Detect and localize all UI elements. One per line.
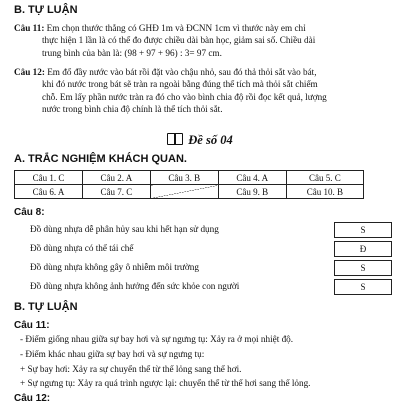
q12-line-1: Em đổ đầy nước vào bát rồi đặt vào chậu nhỏ, sau đó thả thỏi sắt vào bát, (44, 67, 317, 77)
question-11-paragraph (14, 22, 392, 59)
answer-line: + Sự ngưng tụ: Xảy ra quá trình ngược lại: chuyển thể từ thể hơi sang thể lỏng. (20, 378, 311, 388)
answer-box: S (334, 222, 392, 238)
statement-text: Đồ dùng nhựa không ảnh hưởng đến sức khỏe con người (30, 281, 240, 291)
q11-line-2: thực hiện 1 lần là có thể đo được chiều dài bàn học, giảm sai số. Chiều dài (42, 35, 316, 46)
true-false-row (30, 241, 367, 257)
table-cell: Câu 6. A (15, 185, 83, 199)
book-icon (167, 133, 183, 145)
table-cell: Câu 3. B (150, 171, 218, 185)
table-row (15, 171, 364, 185)
true-false-row (30, 260, 364, 276)
exam-title-text: Đề số 04 (188, 133, 233, 147)
table-cell-empty (150, 185, 218, 199)
table-row (15, 185, 364, 199)
q12-line-4: nước trong bình chia độ chính là thể tích thỏi sắt. (42, 104, 223, 115)
table-cell: Câu 10. B (286, 185, 363, 199)
q11-line-3: trung bình của bàn là: (98 + 97 + 96) : 3= 97 cm. (42, 47, 222, 58)
question-12-label: Câu 12: (14, 67, 45, 77)
true-false-row (30, 279, 364, 295)
answer-box: S (334, 260, 392, 276)
q12-line-2: khi đó nước trong bát sẽ tràn ra ngoài bằng đúng thể tích mà thỏi sắt chiếm (42, 79, 318, 90)
section-heading-essay: B. TỰ LUẬN (14, 4, 78, 16)
exam-title (0, 133, 400, 148)
answer-line: - Điểm khác nhau giữa sự bay hơi và sự ngưng tụ: (20, 349, 205, 359)
answer-line: - Điểm giống nhau giữa sự bay hơi và sự ngưng tụ: Xảy ra ở mọi nhiệt độ. (20, 334, 294, 344)
table-cell: Câu 7. C (82, 185, 150, 199)
table-cell: Câu 1. C (15, 171, 83, 185)
question-12-label-2: Câu 12: (14, 393, 51, 404)
q12-line-3: chỗ. Em lấy phần nước tràn ra đó cho vào bình chia độ rồi đọc kết quả, lượng (42, 91, 327, 102)
question-11-label-2: Câu 11: (14, 320, 50, 331)
answer-box: S (334, 279, 392, 295)
statement-text: Đồ dùng nhựa không gây ô nhiễm môi trường (30, 262, 199, 272)
answer-line: + Sự bay hơi: Xảy ra sự chuyển thể từ thể lỏng sang thể hơi. (20, 364, 242, 374)
q11-line-1: Em chọn thước thẳng có GHĐ 1m và ĐCNN 1cm vì thước này em chỉ (44, 23, 306, 33)
section-heading-multiple-choice: A. TRẮC NGHIỆM KHÁCH QUAN. (14, 153, 187, 165)
table-cell: Câu 9. B (218, 185, 286, 199)
question-11-label: Câu 11: (14, 23, 45, 33)
table-cell: Câu 2. A (82, 171, 150, 185)
question-12-paragraph (14, 66, 392, 116)
statement-text: Đồ dùng nhựa có thể tái chế (30, 243, 134, 253)
section-heading-essay-2: B. TỰ LUẬN (14, 301, 78, 313)
true-false-row (30, 222, 364, 238)
question-8-label: Câu 8: (14, 207, 45, 218)
table-cell: Câu 5. C (286, 171, 363, 185)
answer-table (14, 170, 364, 199)
answer-box: Đ (334, 241, 392, 257)
statement-text: Đồ dùng nhựa dễ phân hủy sau khi hết hạn sử dụng (30, 224, 219, 234)
table-cell: Câu 4. A (218, 171, 286, 185)
